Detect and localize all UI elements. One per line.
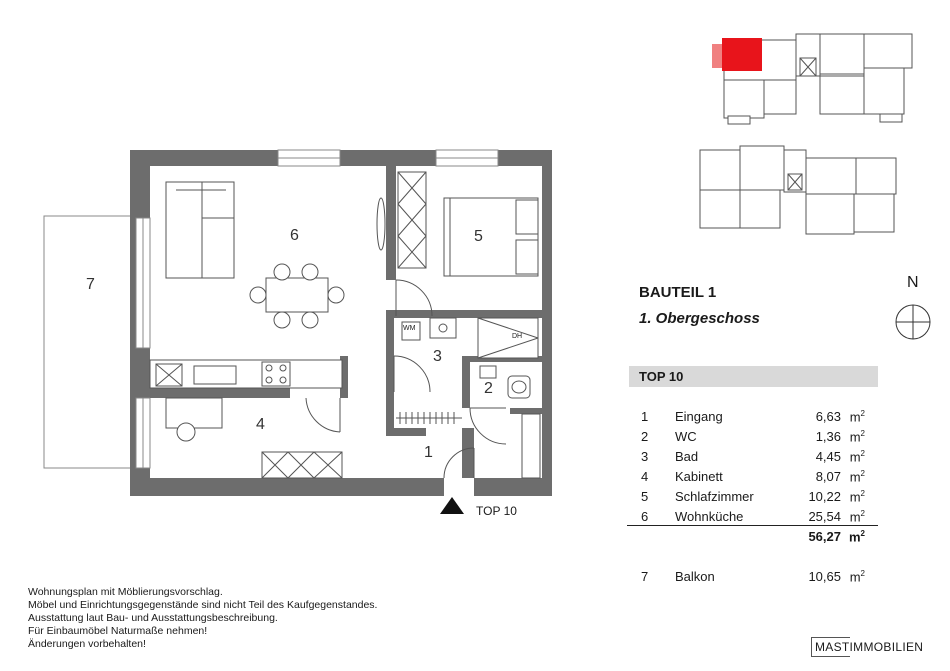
room-number: 4	[641, 469, 649, 484]
note-line: Wohnungsplan mit Möblierungsvorschlag.	[28, 586, 223, 598]
note-line: Möbel und Einrichtungsgegenstände sind nicht Teil des Kaufgegenstandes.	[28, 599, 378, 611]
room-area: 10,22	[808, 489, 841, 504]
desk	[166, 398, 222, 441]
room-row	[641, 429, 865, 447]
plan-room-6: 6	[290, 227, 299, 244]
shaft	[522, 414, 540, 478]
room-area: 25,54	[808, 509, 841, 524]
dining-table	[250, 264, 344, 328]
area-unit: $m^2$	[848, 529, 865, 545]
room-name: Wohnküche	[675, 509, 744, 524]
bed	[444, 198, 538, 276]
room-name: Kabinett	[675, 469, 723, 484]
plant	[377, 198, 385, 250]
area-unit: $m^2$	[849, 469, 865, 485]
area-unit: $m^2$	[849, 409, 865, 425]
balcony-area	[44, 216, 136, 468]
room-area: 6,63	[815, 409, 841, 424]
room-area: 10,65	[808, 569, 841, 584]
entrance-label: TOP 10	[476, 504, 517, 518]
company-logo	[811, 640, 923, 654]
disclaimer-notes	[28, 586, 377, 651]
logo-mast: MAST	[811, 637, 850, 657]
area-unit: $m^2$	[849, 509, 865, 525]
plan-room-5: 5	[474, 228, 483, 245]
unit-highlight-balcony	[712, 44, 722, 68]
label-wm: WM	[403, 325, 416, 332]
room-row	[641, 489, 865, 507]
note-line: Änderungen vorbehalten!	[28, 638, 146, 650]
total-area: 56,27	[808, 529, 841, 544]
room-number: 5	[641, 489, 649, 504]
plan-room-3: 3	[433, 348, 442, 365]
plan-room-2: 2	[484, 380, 493, 397]
room-area: 8,07	[815, 469, 841, 484]
sofa	[166, 182, 234, 278]
room-number: 2	[641, 429, 649, 444]
coat-rack	[396, 412, 462, 424]
area-unit: $m^2$	[849, 489, 865, 505]
room-number: 3	[641, 449, 649, 464]
north-compass-icon	[896, 305, 930, 339]
room-row	[641, 409, 865, 427]
unit-label: TOP 10	[639, 369, 684, 384]
building-title: BAUTEIL 1	[639, 284, 717, 301]
unit-highlight	[722, 38, 762, 71]
floor-title: 1. Obergeschoss	[639, 310, 760, 327]
entrance-arrow-icon	[440, 497, 464, 514]
wardrobe	[398, 172, 426, 268]
room-number: 6	[641, 509, 649, 524]
room-name: Bad	[675, 449, 699, 464]
room-row	[641, 469, 865, 487]
key-plan-lower	[700, 146, 896, 234]
room-name: WC	[675, 429, 697, 444]
note-line: Für Einbaumöbel Naturmaße nehmen!	[28, 625, 208, 637]
plan-room-1: 1	[424, 444, 433, 461]
room-area: 4,45	[815, 449, 841, 464]
room-area: 1,36	[815, 429, 841, 444]
plan-room-4: 4	[256, 416, 265, 433]
balcony-row	[641, 569, 865, 587]
unit-header	[629, 366, 878, 387]
north-label: N	[907, 274, 919, 291]
room-number: 7	[641, 569, 649, 584]
kabinett-cabinet	[262, 452, 342, 478]
total-area-row	[700, 529, 865, 547]
note-line: Ausstattung laut Bau- und Ausstattungsbeschreibung.	[28, 612, 278, 624]
total-divider	[627, 525, 878, 526]
area-unit: $m^2$	[849, 429, 865, 445]
room-row	[641, 449, 865, 467]
logo-immobilien: IMMOBILIEN	[849, 640, 924, 654]
plan-room-7: 7	[86, 276, 95, 293]
room-number: 1	[641, 409, 649, 424]
area-unit: $m^2$	[849, 569, 865, 585]
area-unit: $m^2$	[849, 449, 865, 465]
kitchen-counter	[150, 360, 342, 388]
room-name: Balkon	[675, 569, 715, 584]
label-dh: DH	[512, 333, 523, 340]
room-name: Schlafzimmer	[675, 489, 754, 504]
room-name: Eingang	[675, 409, 723, 424]
